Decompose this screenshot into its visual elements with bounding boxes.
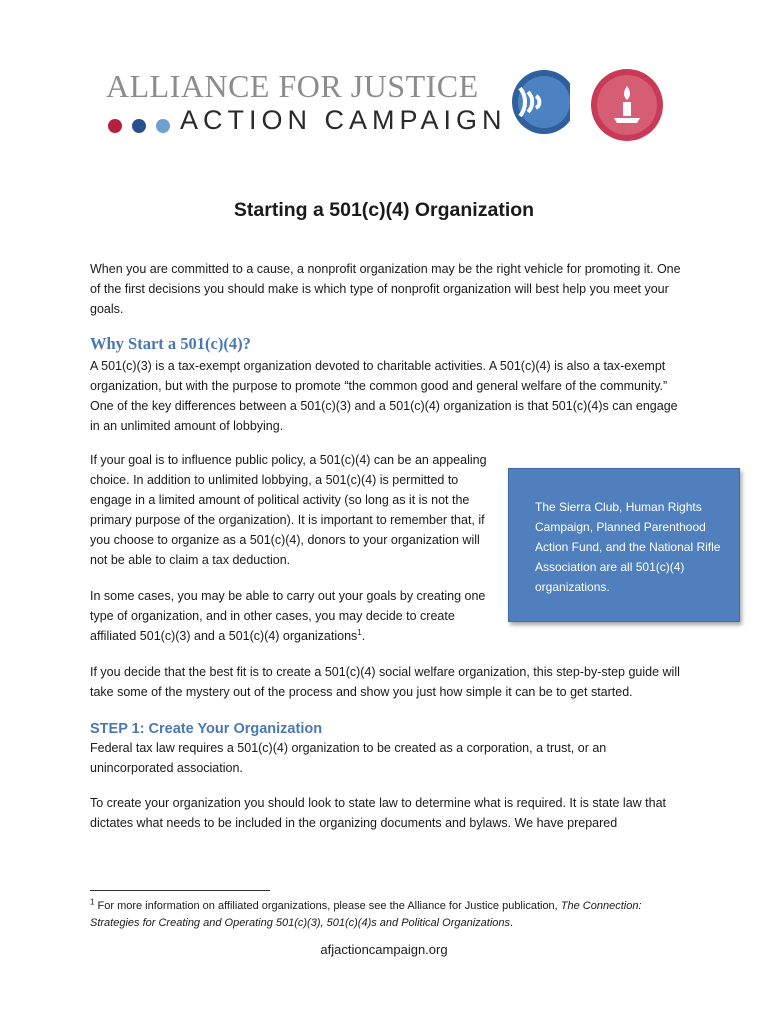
footnote-publication: The Connection: Strategies for Creating and Operating 501(c)(3), 501(c)(4)s and Political Organizations bbox=[90, 900, 642, 929]
paragraph-step1-2: To create your organization you should look to state law to determine what is required. It is state law that dictates what needs to be included in the organizing documents and bylaws. We have prepared bbox=[90, 796, 667, 830]
footnote-text: For more information on affiliated organizations, please see the Alliance for Justice publication, bbox=[94, 900, 561, 912]
paragraph-why-3-text: In some cases, you may be able to carry out your goals by creating one type of organization, and in other cases, you may decide to create affiliated 501(c)(3) and a 501(c)(4) organizations bbox=[90, 589, 486, 643]
paragraph-why-4: If you decide that the best fit is to create a 501(c)(4) social welfare organization, this step-by-step guide will take some of the mystery out of the process and show you just how simple it can be to get started. bbox=[90, 665, 680, 699]
section-heading-why: Why Start a 501(c)(4)? bbox=[90, 334, 251, 353]
paragraph-why-2: If your goal is to influence public policy, a 501(c)(4) can be an appealing choice. In addition to unlimited lobbying, a 501(c)(4) is permitted to engage in a limited amount of political activity (so long as it is not the primary purpose of the organization). It is important to remember that, if you choose to organize as a 501(c)(4), donors to your organization will not be able to claim a tax deduction. bbox=[90, 453, 487, 567]
footnote-divider bbox=[90, 890, 270, 891]
footer-url: afjactioncampaign.org bbox=[320, 942, 448, 957]
logo-dot-navy bbox=[132, 119, 146, 133]
paragraph-why-3 bbox=[90, 586, 500, 646]
callout-text: The Sierra Club, Human Rights Campaign, Planned Parenthood Action Fund, and the National Rifle Association are all 501(c)(4) organizations. bbox=[535, 500, 721, 594]
paragraph-step1-1: Federal tax law requires a 501(c)(4) organization to be created as a corporation, a trust, or an unincorporated association. bbox=[90, 741, 607, 775]
paragraph-why-3-end: . bbox=[361, 629, 366, 643]
logo-bottom-text: ACTION CAMPAIGN bbox=[180, 105, 507, 135]
logo-dot-red bbox=[108, 119, 122, 133]
logo-top-text: ALLIANCE FOR JUSTICE bbox=[106, 68, 479, 104]
page-title: Starting a 501(c)(4) Organization bbox=[233, 199, 535, 221]
organization-logo bbox=[106, 66, 666, 146]
logo-dot-lightblue bbox=[156, 119, 170, 133]
footnote bbox=[90, 898, 690, 932]
callout-box bbox=[508, 468, 740, 622]
footnote-mark: 1 bbox=[90, 897, 95, 907]
footnote-reference: 1 bbox=[357, 627, 362, 637]
torch-emblem-icon bbox=[590, 68, 664, 142]
broadcast-waves-icon bbox=[504, 68, 570, 138]
footnote-end: . bbox=[510, 917, 514, 929]
intro-paragraph: When you are committed to a cause, a nonprofit organization may be the right vehicle for promoting it. One of the first decisions you should make is which type of nonprofit organization will best help you meet your goals. bbox=[90, 262, 681, 316]
paragraph-why-1: A 501(c)(3) is a tax-exempt organization devoted to charitable activities. A 501(c)(4) is also a tax-exempt organization, but with the purpose to promote “the common good and general welfare of the community.” One of the key differences between a 501(c)(3) and a 501(c)(4) organization is that 501(c)(4)s can engage in an unlimited amount of lobbying. bbox=[90, 359, 678, 433]
section-heading-step1: STEP 1: Create Your Organization bbox=[90, 721, 323, 737]
